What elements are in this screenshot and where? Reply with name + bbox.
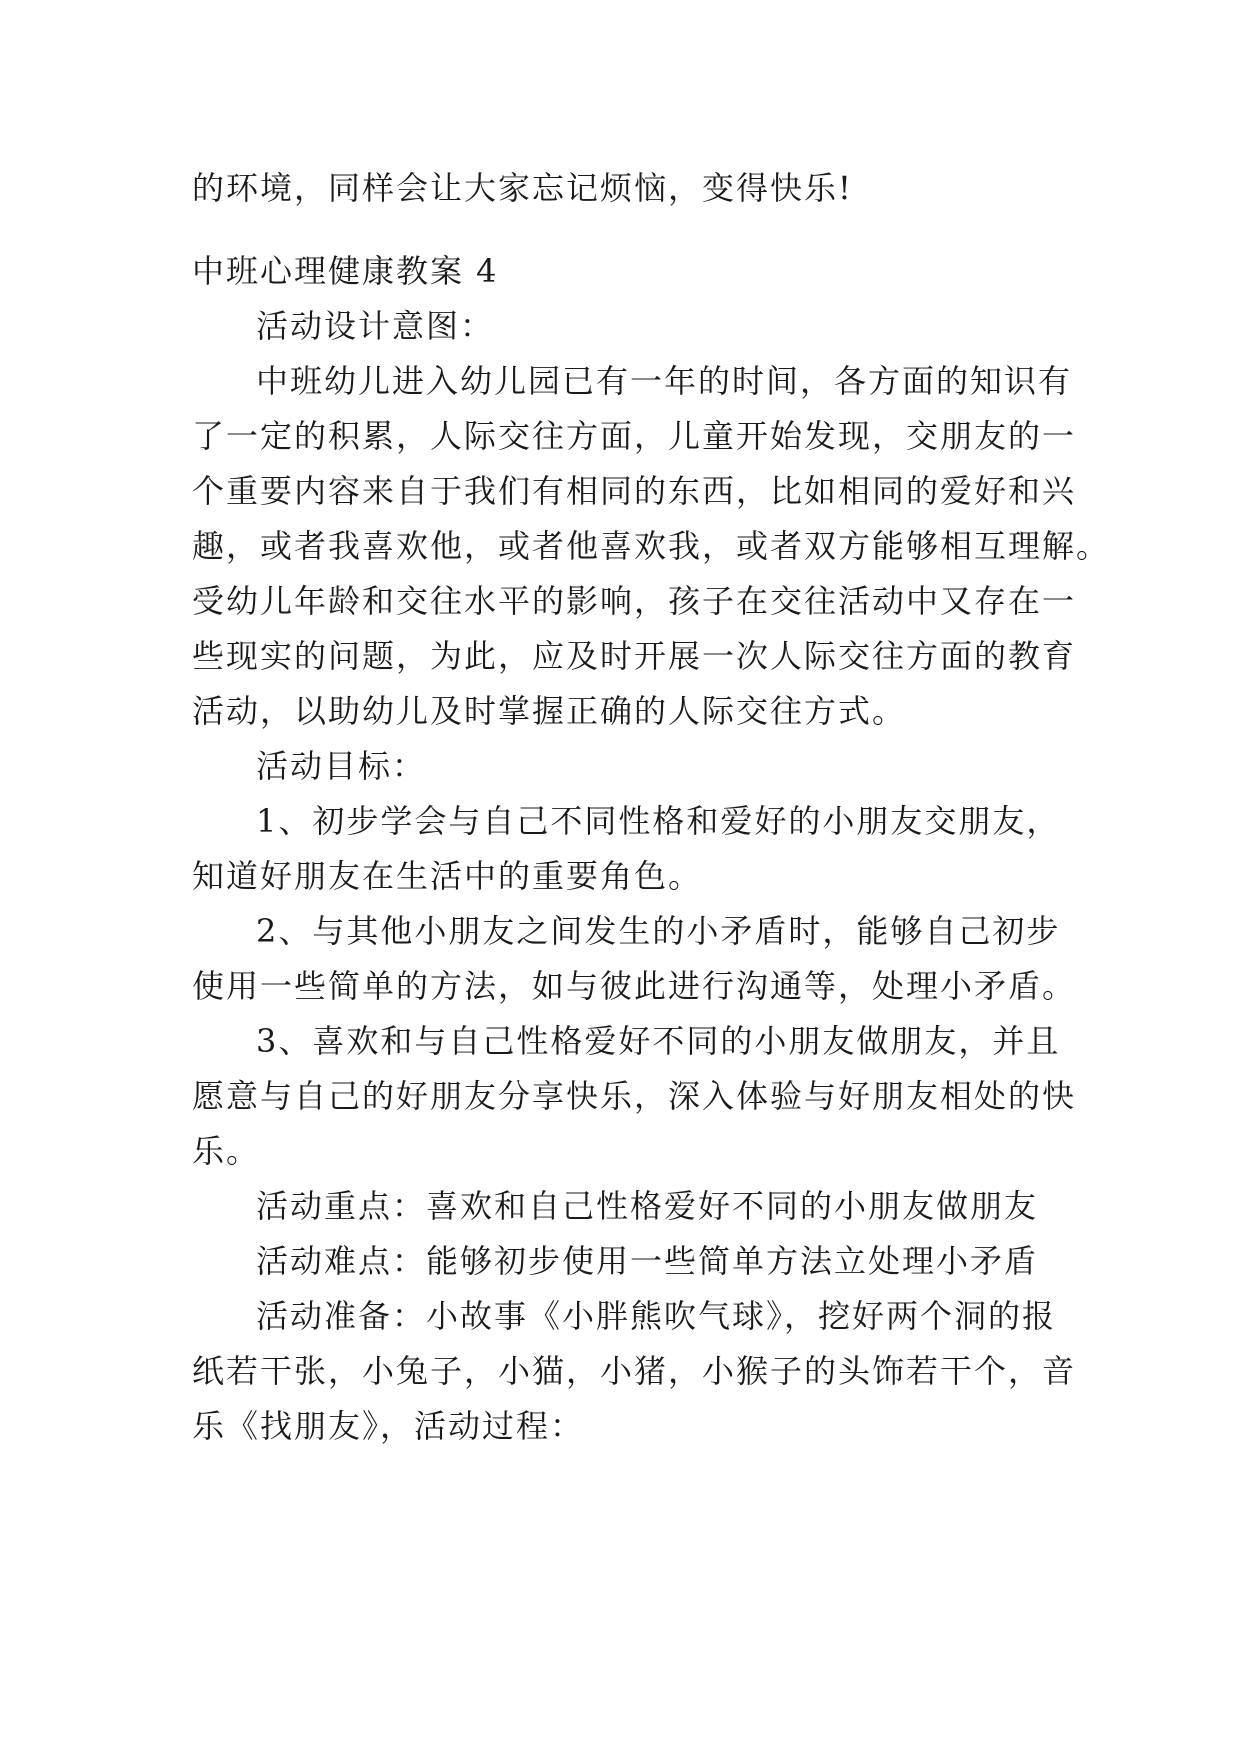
difficulty: 活动难点：能够初步使用一些简单方法立处理小矛盾 — [256, 1242, 1039, 1280]
preparation-line: 乐《找朋友》，活动过程： — [192, 1407, 585, 1445]
goal-1-line: 1、初步学会与自己不同性格和爱好的小朋友交朋友， — [256, 802, 1061, 840]
goal-3-line: 愿意与自己的好朋友分享快乐，深入体验与好朋友相处的快 — [192, 1077, 1077, 1115]
paragraph-line: 趣，或者我喜欢他，或者他喜欢我，或者双方能够相互理解。 — [192, 527, 1111, 565]
goal-2-line: 使用一些简单的方法，如与彼此进行沟通等，处理小矛盾。 — [192, 967, 1077, 1005]
goal-3-line: 乐。 — [192, 1132, 261, 1170]
paragraph-line: 了一定的积累，人际交往方面，儿童开始发现，交朋友的一 — [192, 417, 1077, 455]
section-title: 中班心理健康教案 4 — [192, 252, 499, 290]
paragraph-line: 活动，以助幼儿及时掌握正确的人际交往方式。 — [192, 692, 907, 730]
preparation-line: 纸若干张，小兔子，小猫，小猪，小猴子的头饰若干个，音 — [192, 1352, 1077, 1390]
key-point: 活动重点：喜欢和自己性格爱好不同的小朋友做朋友 — [256, 1187, 1039, 1225]
paragraph-line: 个重要内容来自于我们有相同的东西，比如相同的爱好和兴 — [192, 472, 1077, 510]
goal-3-line: 3、喜欢和与自己性格爱好不同的小朋友做朋友，并且 — [256, 1022, 1061, 1060]
text-line-1: 的环境，同样会让大家忘记烦恼，变得快乐! — [192, 169, 853, 207]
paragraph-line: 受幼儿年龄和交往水平的影响，孩子在交往活动中又存在一 — [192, 582, 1077, 620]
heading-design-intent: 活动设计意图： — [256, 307, 495, 345]
paragraph-line: 中班幼儿进入幼儿园已有一年的时间，各方面的知识有 — [256, 362, 1073, 400]
goal-1-line: 知道好朋友在生活中的重要角色。 — [192, 857, 703, 895]
paragraph-line: 些现实的问题，为此，应及时开展一次人际交往方面的教育 — [192, 637, 1077, 675]
preparation-line: 活动准备：小故事《小胖熊吹气球》，挖好两个洞的报 — [256, 1297, 1057, 1335]
goal-2-line: 2、与其他小朋友之间发生的小矛盾时，能够自己初步 — [256, 912, 1061, 950]
heading-goals: 活动目标： — [256, 747, 427, 785]
